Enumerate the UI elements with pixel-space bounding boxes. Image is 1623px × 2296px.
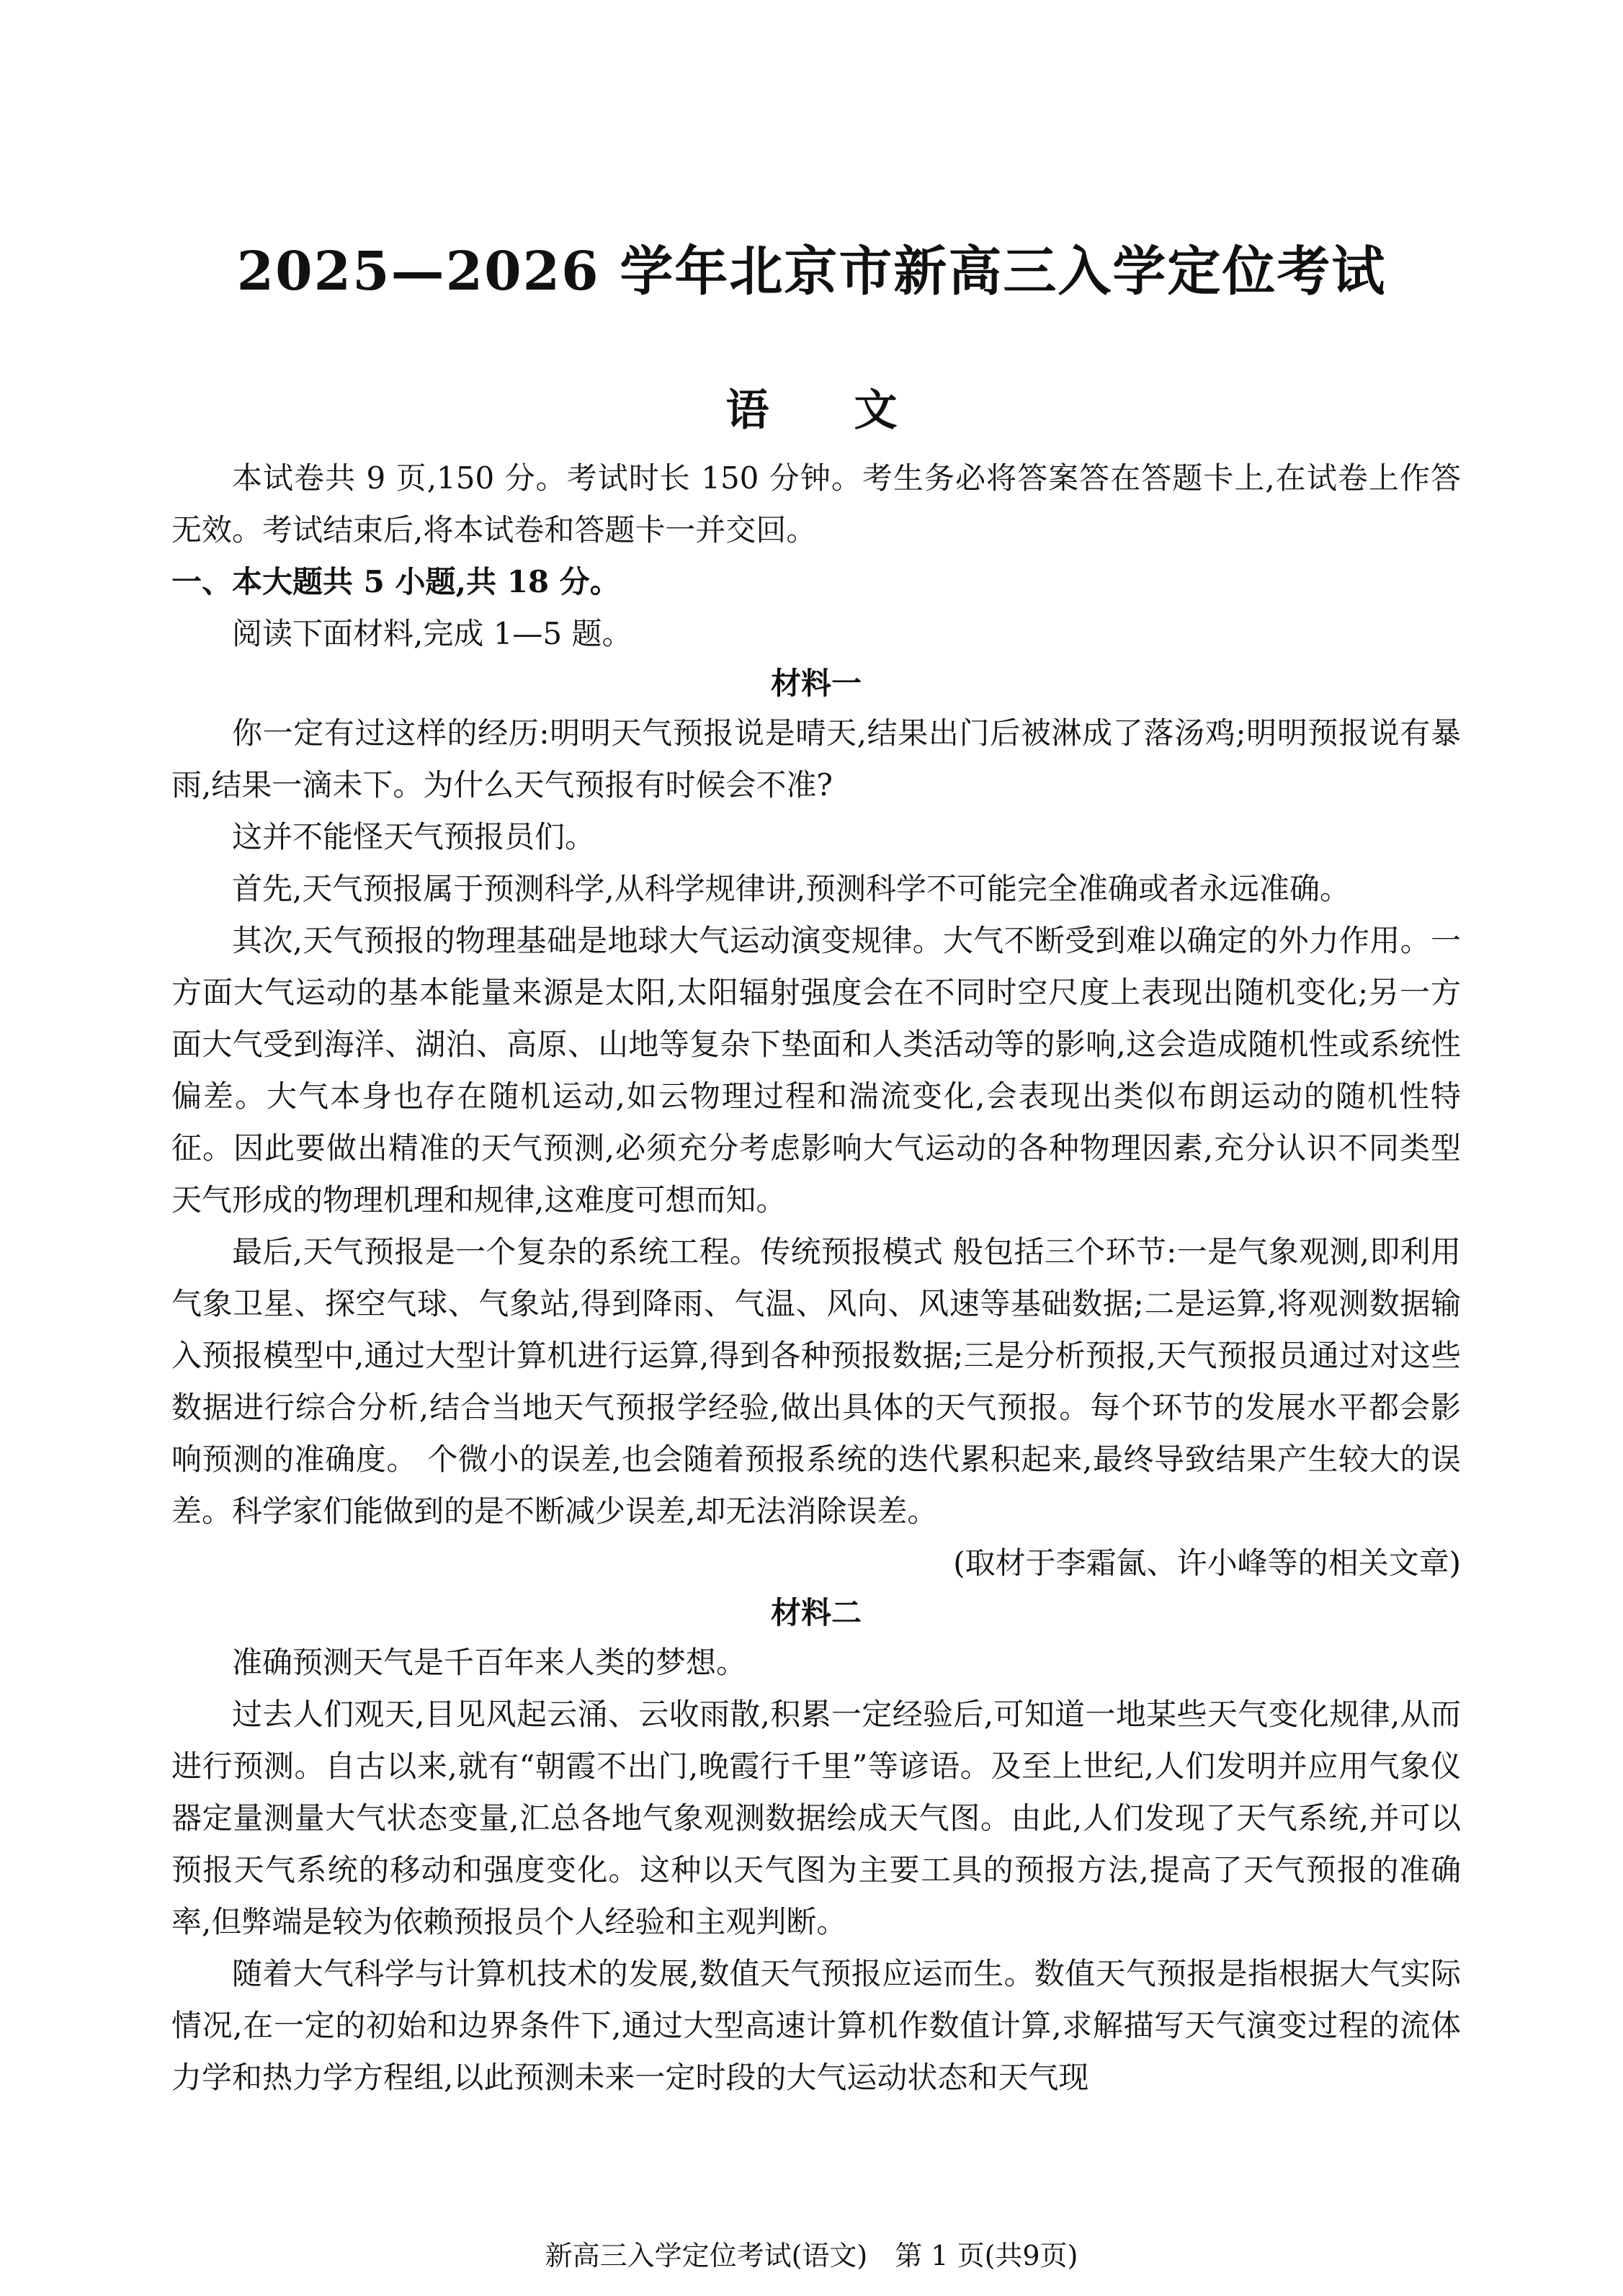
paragraph: 最后,天气预报是一个复杂的系统工程。传统预报模式 般包括三个环节:一是气象观测,即利用气象卫星、探空气球、气象站,得到降雨、气温、风向、风速等基础数据;二是运算,将观测数据输入预报模型中,通过大型计算机进行运算,得到各种预报数据;三是分析预报,天气预报员通过对这些数据进行综合分析,结合当地天气预报学经验,做出具体的天气预报。每个环节的发展水平都会影响预测的准确度。 个微小的误差,也会随着预报系统的迭代累积起来,最终导致结果产生较大的误差。科学家们能做到的是不断减少误差,却无法消除误差。 (171, 1234, 1461, 1529)
paragraph: 准确预测天气是千百年来人类的梦想。 (232, 1645, 747, 1680)
exam-title: 2025—2026 学年北京市新高三入学定位考试 (236, 241, 1387, 303)
section-heading: 一、本大题共 5 小题,共 18 分。 (171, 564, 620, 599)
paragraph: 这并不能怪天气预报员们。 (232, 819, 596, 854)
paragraph: 随着大气科学与计算机技术的发展,数值天气预报应运而生。数值天气预报是指根据大气实际情况,在一定的初始和边界条件下,通过大型高速计算机作数值计算,求解描写天气演变过程的流体力学和热力学方程组,以此预测未来一定时段的大气运动状态和天气现 (171, 1956, 1461, 2095)
instructions: 本试卷共 9 页,150 分。考试时长 150 分钟。考生务必将答案答在答题卡上,在试卷上作答无效。考试结束后,将本试卷和答题卡一并交回。 (171, 460, 1461, 548)
exam-body (171, 452, 1461, 2104)
material-heading: 材料二 (770, 1595, 862, 1630)
source-citation: (取材于李霜氤、许小峰等的相关文章) (953, 1545, 1461, 1581)
paragraph: 你一定有过这样的经历:明明天气预报说是晴天,结果出门后被淋成了落汤鸡;明明预报说有暴雨,结果一滴未下。为什么天气预报有时候会不准? (171, 715, 1461, 803)
material-heading: 材料一 (770, 666, 862, 701)
subject-heading: 语文 (725, 385, 983, 436)
paragraph: 其次,天气预报的物理基础是地球大气运动演变规律。大气不断受到难以确定的外力作用。一方面大气运动的基本能量来源是太阳,太阳辐射强度会在不同时空尺度上表现出随机变化;另一方面大气受到海洋、湖泊、高原、山地等复杂下垫面和人类活动等的影响,这会造成随机性或系统性偏差。大气本身也存在随机运动,如云物理过程和湍流变化,会表现出类似布朗运动的随机性特征。因此要做出精准的天气预测,必须充分考虑影响大气运动的各种物理因素,充分认识不同类型天气形成的物理机理和规律,这难度可想而知。 (171, 923, 1461, 1218)
reading-prompt: 阅读下面材料,完成 1—5 题。 (232, 616, 632, 651)
paragraph: 首先,天气预报属于预测科学,从科学规律讲,预测科学不可能完全准确或者永远准确。 (232, 871, 1351, 906)
page-footer: 新高三入学定位考试(语文) 第 1 页(共9页) (545, 2240, 1078, 2272)
paragraph: 过去人们观天,目见风起云涌、云收雨散,积累一定经验后,可知道一地某些天气变化规律,从而进行预测。自古以来,就有“朝霞不出门,晚霞行千里”等谚语。及至上世纪,人们发明并应用气象仪器定量测量大气状态变量,汇总各地气象观测数据绘成天气图。由此,人们发现了天气系统,并可以预报天气系统的移动和强度变化。这种以天气图为主要工具的预报方法,提高了天气预报的准确率,但弊端是较为依赖预报员个人经验和主观判断。 (171, 1697, 1461, 1939)
